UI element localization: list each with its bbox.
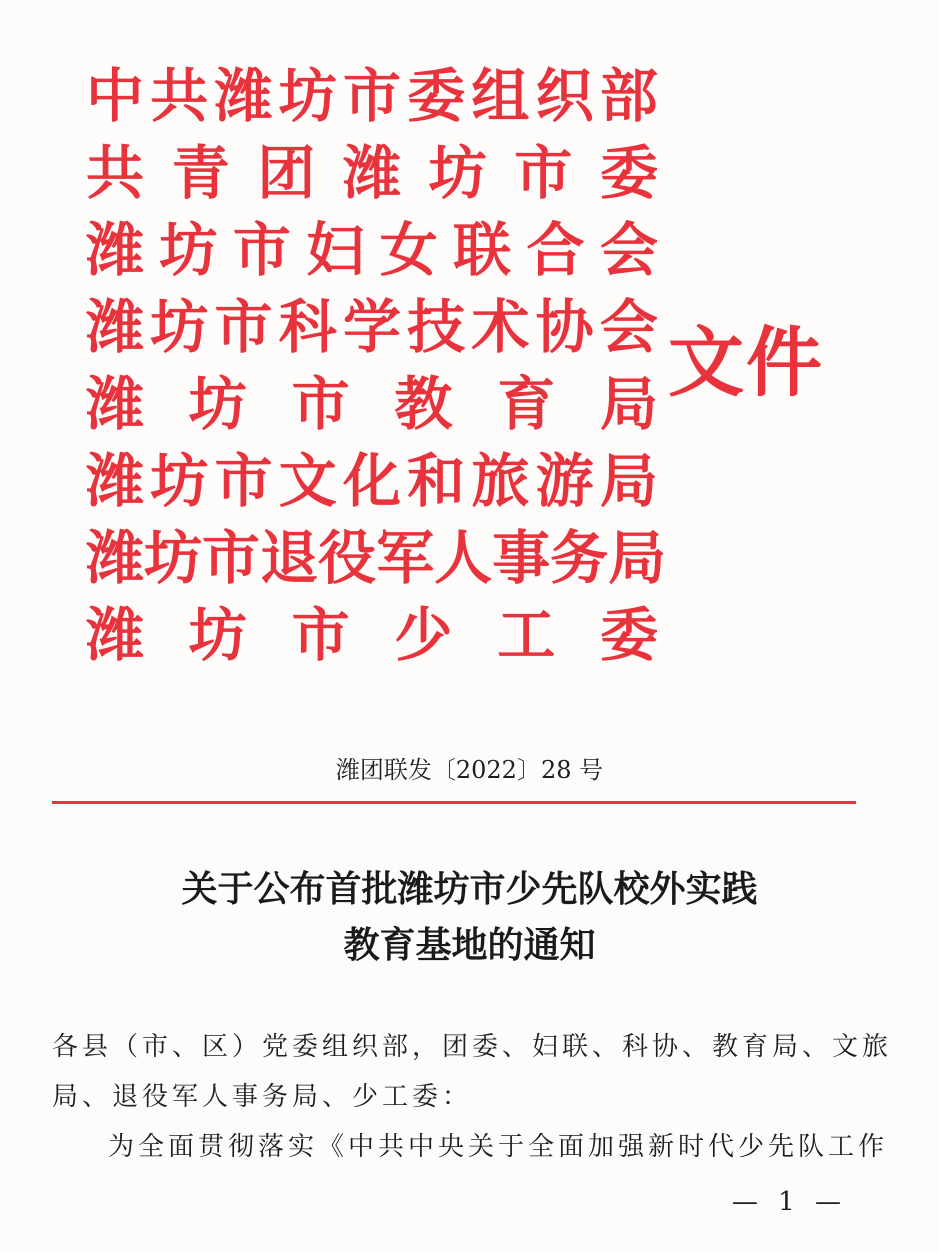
issuer-org-4: 潍 坊 市 科 学 技 术 协 会 [86,293,658,361]
issuer-org-8: 潍 坊 市 少 工 委 [86,601,658,669]
issuer-org-3: 潍 坊 市 妇 女 联 合 会 [86,216,658,284]
page-number: — 1 — [731,1187,847,1217]
recipients-line-2: 局、退役军人事务局、少工委： [52,1082,473,1112]
issuing-organizations [86,58,667,674]
issuer-org-1: 中 共 潍 坊 市 委 组 织 部 [86,62,658,130]
issuer-org-6: 潍 坊 市 文 化 和 旅 游 局 [86,447,658,515]
issuer-org-5: 潍 坊 市 教 育 局 [86,370,658,438]
document-title [0,862,939,974]
body-paragraph-line-1: 为全面贯彻落实《中共中央关于全面加强新时代少先队工作 [108,1132,889,1162]
red-separator-line [52,801,856,804]
title-line-2: 教育基地的通知 [343,925,596,966]
document-number: 潍团联发〔2022〕28 号 [335,756,604,784]
recipients-line-1: 各县（市、区）党委组织部，团委、妇联、科协、教育局、文旅 [52,1032,893,1062]
document-body [52,1022,893,1172]
issuer-org-7: 潍 坊 市 退 役 军 人 事 务 局 [86,524,667,592]
title-line-1: 关于公布首批潍坊市少先队校外实践 [181,869,758,910]
document-label: 文件 [668,318,824,407]
issuer-org-2: 共 青 团 潍 坊 市 委 [86,139,658,207]
